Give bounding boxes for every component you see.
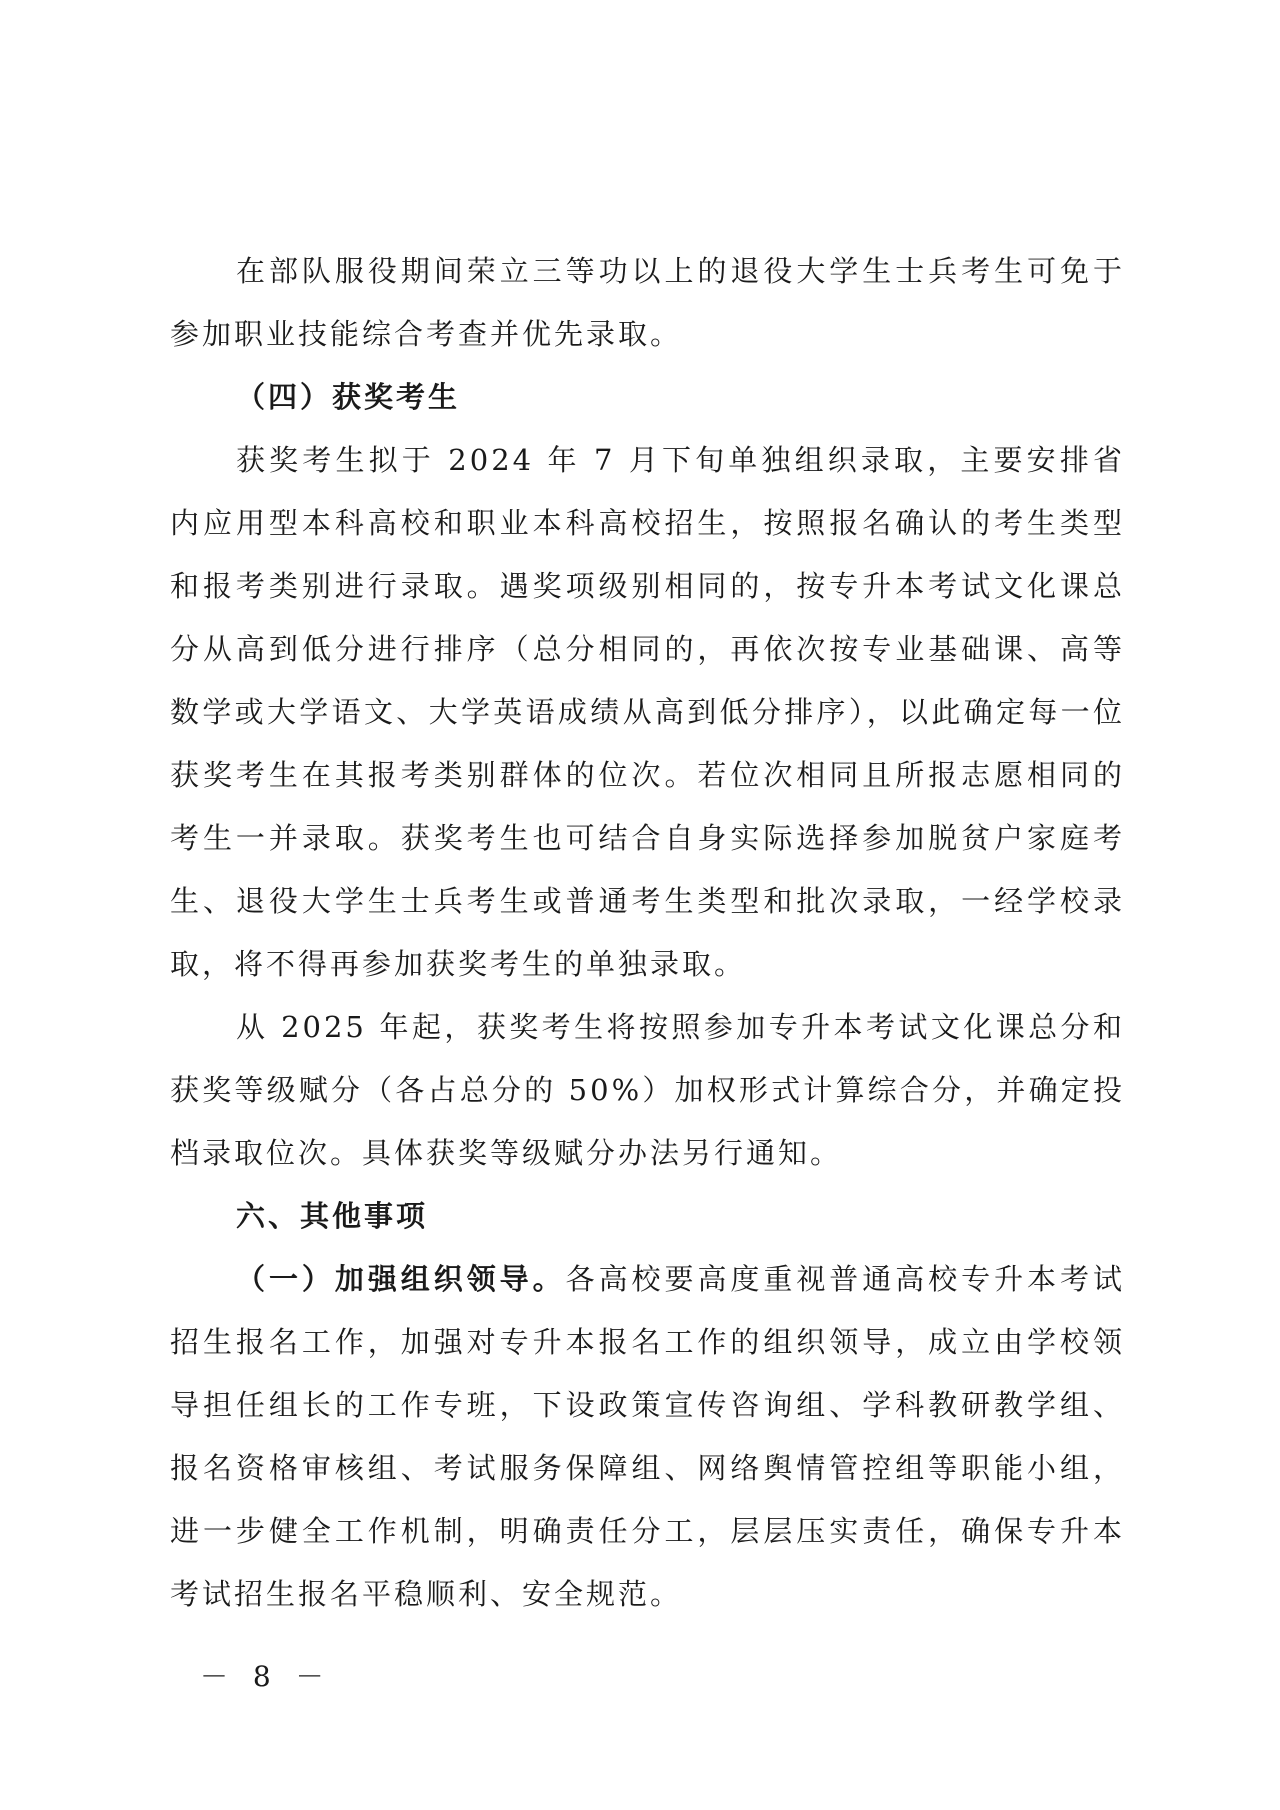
paragraph-organization-leadership — [170, 1248, 1125, 1626]
paragraph-award-2025: 从 2025 年起，获奖考生将按照参加专升本考试文化课总分和获奖等级赋分（各占总分的 50%）加权形式计算综合分，并确定投档录取位次。具体获奖等级赋分办法另行通知。 — [170, 1010, 1125, 1170]
heading-other-matters: 六、其他事项 — [236, 1199, 429, 1233]
paragraph-body: 各高校要高度重视普通高校专升本考试招生报名工作，加强对专升本报名工作的组织领导，成立由学校领导担任组长的工作专班，下设政策宣传咨询组、学科教研教学组、报名资格审核组、考试服务保障组、网络舆情管控组等职能小组，进一步健全工作机制，明确责任分工，层层压实责任，确保专升本考试招生报名平稳顺利、安全规范。 — [170, 1262, 1125, 1611]
paragraph-veteran-exemption: 在部队服役期间荣立三等功以上的退役大学生士兵考生可免于参加职业技能综合考查并优先录取。 — [170, 254, 1125, 351]
paragraph-lead-title: （一）加强组织领导。 — [236, 1262, 566, 1296]
paragraph-award-admission: 获奖考生拟于 2024 年 7 月下旬单独组织录取，主要安排省内应用型本科高校和职业本科高校招生，按照报名确认的考生类型和报考类别进行录取。遇奖项级别相同的，按专升本考试文化课总分从高到低分进行排序（总分相同的，再依次按专业基础课、高等数学或大学语文、大学英语成绩从高到低分排序），以此确定每一位获奖考生在其报考类别群体的位次。若位次相同且所报志愿相同的考生一并录取。获奖考生也可结合自身实际选择参加脱贫户家庭考生、退役大学生士兵考生或普通考生类型和批次录取，一经学校录取，将不得再参加获奖考生的单独录取。 — [170, 443, 1125, 981]
heading-award-candidates: （四）获奖考生 — [236, 380, 461, 414]
page-number: － 8 － — [200, 1660, 332, 1693]
body-text — [170, 240, 1125, 1626]
